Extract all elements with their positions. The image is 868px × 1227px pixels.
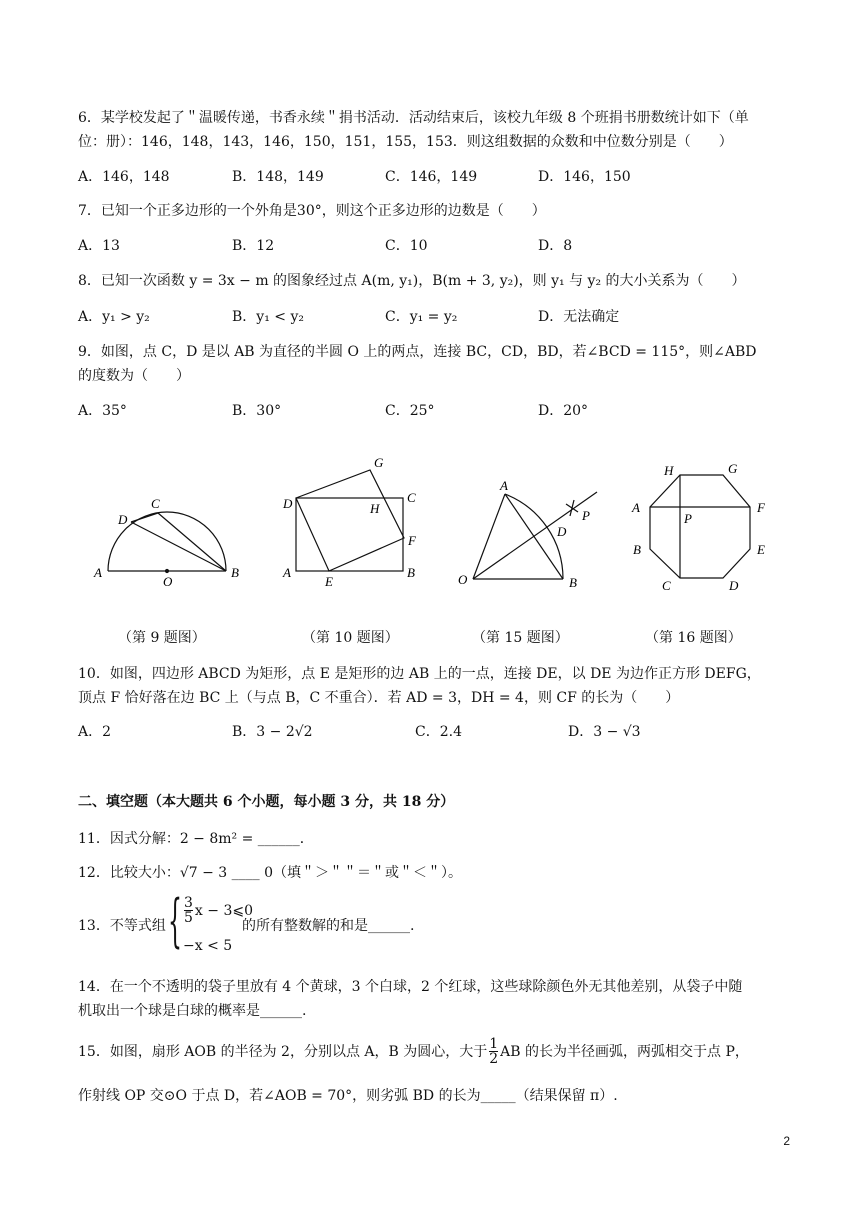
q9-line1: 9．如图，点 C，D 是以 AB 为直径的半圆 O 上的两点，连接 BC，CD，BD，若∠BCD = 115°，则∠ABD: [78, 344, 757, 360]
q10-option-c: C．2.4: [415, 724, 462, 740]
figure-15: [473, 492, 597, 579]
fig16-label-h: H: [664, 463, 674, 478]
fig16-label-e: E: [757, 542, 765, 557]
q13-frac-num: 3: [184, 895, 193, 911]
fig9-label-c: C: [151, 496, 160, 511]
fig16-label-d: D: [729, 578, 739, 593]
q9-option-a: A．35°: [78, 403, 127, 419]
q8-option-a: A．y₁ > y₂: [78, 309, 150, 325]
fig15-label-d: D: [557, 524, 567, 539]
caption-fig9: （第 9 题图）: [118, 630, 206, 646]
caption-fig10: （第 10 题图）: [302, 630, 399, 646]
fig10-label-g: G: [374, 455, 384, 470]
q7-option-b: B．12: [232, 238, 275, 254]
q6-option-b: B．148，149: [232, 169, 324, 185]
fig9-label-a: A: [94, 565, 102, 580]
q14-line1: 14．在一个不透明的袋子里放有 4 个黄球，3 个白球，2 个红球，这些球除颜色外无其他差别，从袋子中随: [78, 979, 743, 995]
fig10-label-e: E: [325, 574, 333, 589]
q13-brace: {: [168, 890, 182, 956]
q9-option-b: B．30°: [232, 403, 282, 419]
q6-option-c: C．146，149: [385, 169, 478, 185]
q8-option-c: C．y₁ = y₂: [385, 309, 458, 325]
caption-fig16: （第 16 题图）: [645, 630, 742, 646]
fig9-label-o: O: [163, 574, 173, 589]
q8-option-d: D．无法确定: [538, 309, 620, 325]
q13-ineq2: −x < 5: [183, 938, 233, 954]
caption-fig15: （第 15 题图）: [472, 630, 569, 646]
q6-option-d: D．146，150: [538, 169, 631, 185]
fig15-label-b: B: [569, 575, 577, 590]
fig16-label-p: P: [684, 511, 692, 526]
q15-fraction: [489, 1037, 498, 1066]
q13-fraction: [184, 896, 193, 925]
q15-line1: [78, 1037, 749, 1066]
q15-part1: 15．如图，扇形 AOB 的半径为 2，分别以点 A，B 为圆心，大于: [78, 1043, 488, 1060]
q9-option-d: D．20°: [538, 403, 589, 419]
figure-10: [296, 470, 404, 571]
fig9-label-b: B: [231, 565, 239, 580]
figures-row: [0, 450, 868, 600]
q14-line2: 机取出一个球是白球的概率是______.: [78, 1003, 307, 1019]
fig10-label-a: A: [283, 565, 291, 580]
section-heading: 二、填空题（本大题共 6 个小题，每小题 3 分，共 18 分）: [78, 794, 455, 810]
q11: 11．因式分解：2 − 8m² = ______．: [78, 831, 314, 847]
q13-suffix: 的所有整数解的和是______.: [242, 918, 415, 934]
q8-option-b: B．y₁ < y₂: [232, 309, 304, 325]
q9-line2: 的度数为（ ）: [78, 368, 190, 384]
q9-option-c: C．25°: [385, 403, 435, 419]
q10-line1: 10．如图，四边形 ABCD 为矩形，点 E 是矩形的边 AB 上的一点，连接 DE，以 DE 为边作正方形 DEFG，: [78, 666, 761, 682]
q10-line2: 顶点 F 恰好落在边 BC 上（与点 B，C 不重合）．若 AD = 3，DH = 4，则 CF 的长为（ ）: [78, 690, 680, 706]
fig16-label-f: F: [757, 500, 765, 515]
q10-option-a: A．2: [78, 724, 112, 740]
fig10-label-d: D: [283, 496, 293, 511]
fig9-label-d: D: [118, 512, 128, 527]
q15-part2: AB 的长为半径画弧，两弧相交于点 P，: [500, 1043, 749, 1060]
q6-line2: 位：册）：146，148，143，146，150，151，155，153．则这组数据的众数和中位数分别是（ ）: [78, 134, 733, 150]
fig15-label-a: A: [500, 478, 508, 493]
q10-option-d: D．3 − √3: [568, 724, 641, 740]
page-number: 2: [783, 1134, 790, 1148]
fig15-label-p: P: [582, 508, 590, 523]
q7-option-c: C．10: [385, 238, 428, 254]
q15-frac-den: 2: [489, 1051, 499, 1067]
q6-line1: 6．某学校发起了＂温暖传递，书香永续＂捐书活动．活动结束后，该校九年级 8 个班捐书册数统计如下（单: [78, 110, 749, 126]
q7-line: 7．已知一个正多边形的一个外角是30°，则这个正多边形的边数是（ ）: [78, 203, 546, 219]
fig10-label-b: B: [407, 565, 415, 580]
q15-line2: 作射线 OP 交⊙O 于点 D，若∠AOB = 70°，则劣弧 BD 的长为_____（结果保留 π）.: [78, 1088, 618, 1104]
fig16-label-b: B: [633, 542, 641, 557]
q6-option-a: A．146，148: [78, 169, 170, 185]
fig16-label-g: G: [728, 461, 738, 476]
q13-frac-den: 5: [184, 910, 193, 926]
q13-ineq1-rest: x − 3⩽0: [194, 902, 253, 919]
fig10-label-c: C: [407, 490, 416, 505]
q13-prefix: 13．不等式组: [78, 918, 166, 934]
q7-option-a: A．13: [78, 238, 120, 254]
q12: 12．比较大小：√7 − 3 ____ 0（填＂＞＂＂＝＂或＂＜＂）。: [78, 865, 462, 881]
fig15-label-o: O: [458, 572, 468, 587]
fig16-label-c: C: [662, 578, 671, 593]
q15-frac-num: 1: [489, 1036, 499, 1052]
fig10-label-f: F: [408, 533, 416, 548]
fig10-label-h: H: [370, 501, 380, 516]
figure-16: [650, 475, 750, 578]
q7-option-d: D．8: [538, 238, 573, 254]
q10-option-b: B．3 − 2√2: [232, 724, 313, 740]
fig16-label-a: A: [632, 500, 640, 515]
q8-line: 8．已知一次函数 y = 3x − m 的图象经过点 A(m, y₁)，B(m + 3, y₂)，则 y₁ 与 y₂ 的大小关系为（ ）: [78, 273, 746, 289]
